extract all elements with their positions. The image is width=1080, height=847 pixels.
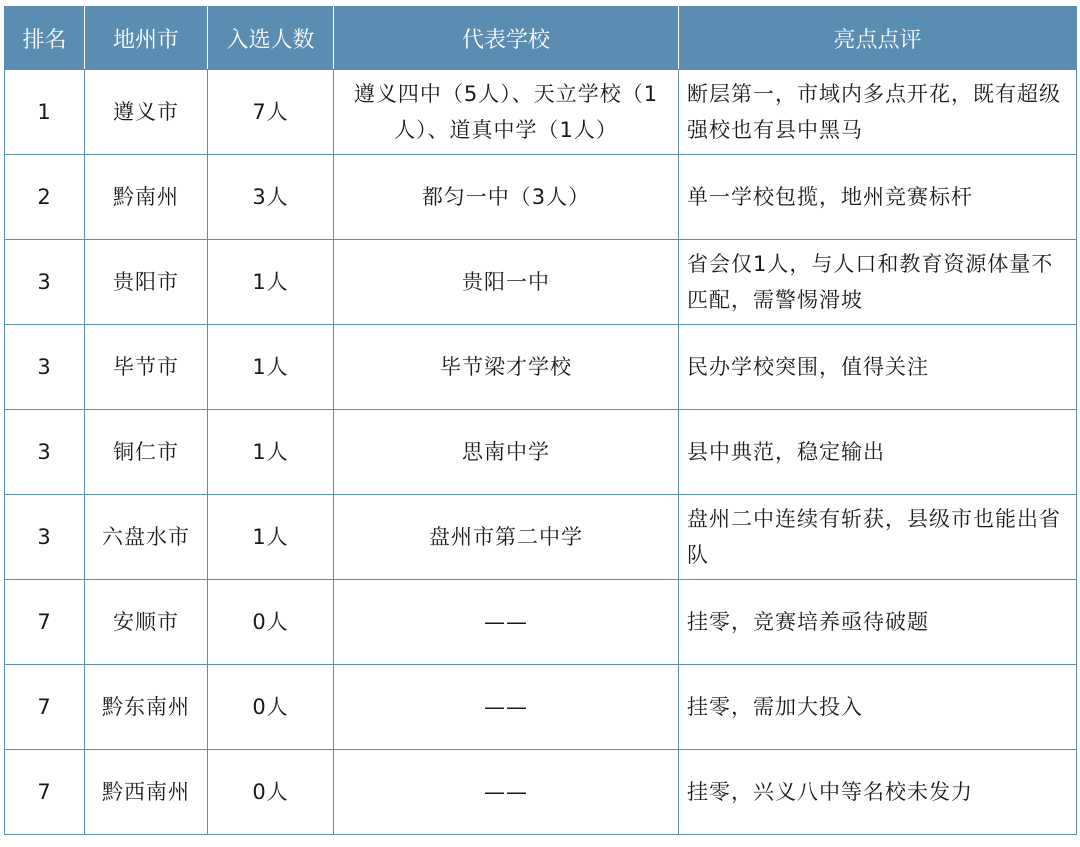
table-row (5, 155, 1077, 240)
city-cell: 安顺市 (85, 580, 208, 665)
count-cell: 0人 (208, 580, 334, 665)
comment-cell: 挂零，兴义八中等名校未发力 (679, 750, 1077, 835)
rank-cell: 7 (5, 750, 85, 835)
rank-cell: 7 (5, 580, 85, 665)
city-cell: 黔南州 (85, 155, 208, 240)
count-cell: 0人 (208, 665, 334, 750)
school-cell: 贵阳一中 (334, 240, 679, 325)
count-cell: 1人 (208, 410, 334, 495)
header-count: 入选人数 (208, 7, 334, 70)
table-row (5, 410, 1077, 495)
count-cell: 0人 (208, 750, 334, 835)
school-cell: —— (334, 750, 679, 835)
city-cell: 遵义市 (85, 70, 208, 155)
table-body (5, 70, 1077, 835)
table-row (5, 665, 1077, 750)
comment-cell: 挂零，需加大投入 (679, 665, 1077, 750)
table-row (5, 240, 1077, 325)
school-cell: 都匀一中（3人） (334, 155, 679, 240)
city-cell: 贵阳市 (85, 240, 208, 325)
school-cell: 毕节梁才学校 (334, 325, 679, 410)
count-cell: 7人 (208, 70, 334, 155)
header-school: 代表学校 (334, 7, 679, 70)
count-cell: 1人 (208, 240, 334, 325)
school-cell: 思南中学 (334, 410, 679, 495)
city-cell: 毕节市 (85, 325, 208, 410)
count-cell: 1人 (208, 325, 334, 410)
city-cell: 黔西南州 (85, 750, 208, 835)
city-cell: 铜仁市 (85, 410, 208, 495)
city-cell: 六盘水市 (85, 495, 208, 580)
comment-cell: 盘州二中连续有斩获，县级市也能出省队 (679, 495, 1077, 580)
school-cell: 盘州市第二中学 (334, 495, 679, 580)
table-row (5, 580, 1077, 665)
rank-cell: 1 (5, 70, 85, 155)
count-cell: 3人 (208, 155, 334, 240)
table-header (5, 7, 1077, 70)
ranking-table-container (4, 6, 1077, 835)
table-row (5, 750, 1077, 835)
header-city: 地州市 (85, 7, 208, 70)
rank-cell: 2 (5, 155, 85, 240)
comment-cell: 断层第一，市域内多点开花，既有超级强校也有县中黑马 (679, 70, 1077, 155)
rank-cell: 7 (5, 665, 85, 750)
comment-cell: 单一学校包揽，地州竞赛标杆 (679, 155, 1077, 240)
school-cell: 遵义四中（5人）、天立学校（1人）、道真中学（1人） (334, 70, 679, 155)
header-comment: 亮点点评 (679, 7, 1077, 70)
city-cell: 黔东南州 (85, 665, 208, 750)
comment-cell: 挂零，竞赛培养亟待破题 (679, 580, 1077, 665)
table-row (5, 325, 1077, 410)
comment-cell: 民办学校突围，值得关注 (679, 325, 1077, 410)
ranking-table (4, 6, 1077, 835)
count-cell: 1人 (208, 495, 334, 580)
rank-cell: 3 (5, 325, 85, 410)
rank-cell: 3 (5, 240, 85, 325)
rank-cell: 3 (5, 495, 85, 580)
table-row (5, 495, 1077, 580)
comment-cell: 省会仅1人，与人口和教育资源体量不匹配，需警惕滑坡 (679, 240, 1077, 325)
school-cell: —— (334, 580, 679, 665)
rank-cell: 3 (5, 410, 85, 495)
header-rank: 排名 (5, 7, 85, 70)
table-row (5, 70, 1077, 155)
school-cell: —— (334, 665, 679, 750)
header-row (5, 7, 1077, 70)
comment-cell: 县中典范，稳定输出 (679, 410, 1077, 495)
